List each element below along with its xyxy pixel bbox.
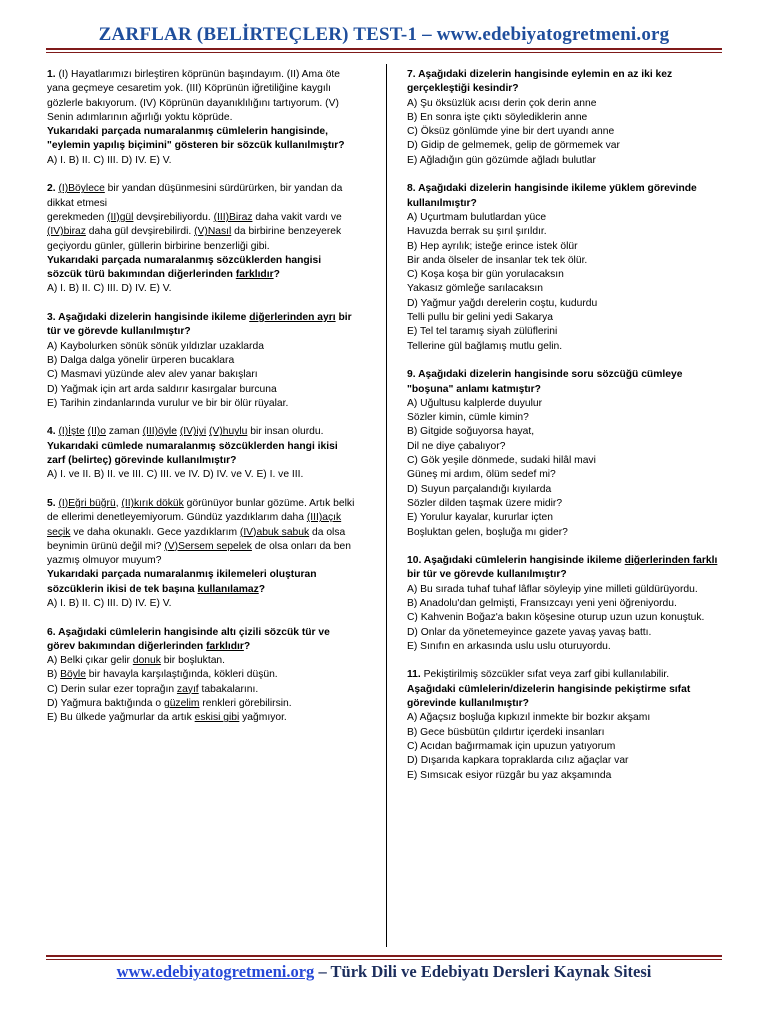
text-run: 8. Aşağıdaki dizelerin hangisinde ikileme yüklem görevinde kullanılmıştır? — [407, 183, 697, 209]
text-run: C) Derin sular ezer toprağın — [47, 683, 177, 695]
question-line — [407, 740, 723, 754]
text-run: ? — [258, 583, 266, 595]
question-line — [407, 182, 723, 211]
text-run: B) Gitgide soğuyorsa hayat, — [407, 426, 535, 438]
left-column — [47, 68, 357, 740]
text-run: bir boşluktan. — [160, 655, 226, 667]
text-run: gerekmeden — [47, 211, 108, 223]
text-run: bir yandan düşünmesini sürdürürken, bir yandan da dikkat etmesi — [47, 183, 343, 209]
footer-site-link[interactable]: www.edebiyatogretmeni.org — [116, 962, 315, 981]
underlined-word: Böyle — [60, 669, 86, 681]
text-run: D) Suyun parçalandığı kıyılarda — [407, 483, 552, 495]
question-line — [47, 154, 357, 168]
underlined-word: eskisi gibi — [194, 712, 240, 724]
question-q2 — [47, 182, 357, 296]
question-line — [407, 411, 723, 425]
question-line — [407, 139, 723, 153]
text-run: A) I. ve II. B) II. ve III. C) III. ve IV. D) IV. ve V. E) I. ve III. — [47, 469, 304, 481]
text-run: da olsa beynimin ürünü değil mi? — [47, 526, 346, 552]
question-line — [407, 268, 723, 282]
text-run: Tellerine gül bağlamış mutlu gelin. — [407, 340, 563, 352]
question-line — [407, 711, 723, 725]
text-run: bir tür ve görevde kullanılmıştır? — [47, 312, 352, 338]
text-run: A) I. B) II. C) III. D) IV. E) V. — [47, 154, 172, 166]
question-line — [407, 683, 723, 712]
question-line — [407, 154, 723, 168]
question-q10 — [407, 554, 723, 654]
question-line — [407, 526, 723, 540]
text-run: Dil ne diye çabalıyor? — [407, 440, 506, 452]
text-run: da birbirine benzeyerek geçiyordu günler, güllerin birbirine benzerliği gibi. — [47, 226, 342, 252]
question-line — [47, 68, 357, 125]
header-rule — [46, 48, 722, 50]
text-run: D) Gidip de gelmemek, gelip de görmemek var — [407, 140, 620, 152]
text-run: 10. Aşağıdaki cümlelerin hangisinde ikileme — [407, 555, 625, 567]
text-run: (I) Hayatlarımızı birleştiren köprünün başındayım. (II) Ama öte yana geçmeye cesaretim yok. (III) Köprünün iğretiliğine kaygılı gözlerle bakıyorum. (IV) Köprünün dayanıklılığını tartıyorum. (V) Senin adımlarının ağırlığı yoktu köprüde. — [47, 69, 341, 123]
text-run: B) Anadolu'dan gelmişti, Fransızcayı yeni yeni öğreniyordu. — [407, 597, 677, 609]
question-line — [47, 626, 357, 655]
underlined-word: donuk — [132, 655, 161, 667]
underlined-word: (II)kırık dökük — [121, 497, 184, 509]
question-line — [407, 554, 723, 583]
text-run: Aşağıdaki cümlelerin/dizelerin hangisinde pekiştirme sıfat görevinde kullanılmıştır? — [407, 683, 691, 710]
question-line — [47, 497, 357, 568]
text-run: Yukarıdaki parçada numaralanmış cümlelerin hangisinde, "eylemin yapılış biçimini" gösteren bir sözcük kullanılmıştır? — [47, 126, 345, 152]
text-run: ? — [243, 640, 251, 652]
text-run: Yakasız gömleğe sarılacaksın — [407, 283, 544, 295]
text-run: 9. Aşağıdaki dizelerin hangisinde soru sözcüğü cümleye "boşuna" anlamı katmıştır? — [407, 369, 683, 395]
question-line — [47, 182, 357, 211]
text-run: daha gül devşirebilirdi. — [85, 226, 195, 238]
question-line — [47, 211, 357, 254]
underlined-word: (III)açık seçik — [47, 512, 342, 538]
question-q4 — [47, 425, 357, 482]
underlined-word: kullanılamaz — [197, 583, 259, 595]
text-run: 4. — [47, 426, 59, 438]
question-q11 — [407, 668, 723, 782]
question-line — [407, 297, 723, 311]
underlined-word: (II)o — [87, 426, 106, 438]
question-q5 — [47, 497, 357, 611]
underlined-word: (V)huylu — [209, 426, 248, 438]
question-line — [407, 511, 723, 525]
text-run: 1. — [47, 69, 59, 80]
question-line — [407, 454, 723, 468]
text-run: de olsa onları da ben yazmış olmuyor muyum? — [47, 540, 351, 567]
text-run: A) Belki çıkar gelir — [47, 655, 133, 667]
question-line — [407, 68, 723, 97]
question-line — [407, 483, 723, 497]
text-run: C) Koşa koşa bir gün yorulacaksın — [407, 269, 564, 281]
right-column — [407, 68, 723, 797]
underlined-word: (IV)biraz — [47, 226, 86, 238]
text-run: tabakalarını. — [198, 683, 259, 695]
underlined-word: farklıdır — [206, 640, 244, 652]
text-run: B) Dalga dalga yönelir ürperen bucaklara — [47, 354, 235, 366]
text-run: daha vakit vardı ve — [252, 211, 342, 223]
text-run: E) Sımsıcak esiyor rüzgâr bu yaz akşamında — [407, 769, 612, 781]
question-line — [47, 311, 357, 340]
footer-rule — [46, 955, 722, 957]
question-line — [47, 397, 357, 411]
text-run: 5. — [47, 497, 59, 509]
text-run: E) Tel tel taramış siyah zülüflerini — [407, 326, 558, 338]
text-run: D) Yağmak için art arda saldırır kasırgalar burcuna — [47, 383, 277, 395]
question-line — [407, 497, 723, 511]
text-run: A) Bu sırada tuhaf tuhaf lâflar söyleyip yine milleti güldürüyordu. — [407, 583, 698, 595]
question-line — [407, 111, 723, 125]
text-run: E) Yorulur kayalar, kururlar içten — [407, 512, 553, 524]
underlined-word: (II)gül — [107, 211, 134, 223]
text-run: A) I. B) II. C) III. D) IV. E) V. — [47, 597, 172, 609]
text-run: B) En sonra işte çıktı söylediklerin anne — [407, 111, 588, 123]
question-q7 — [407, 68, 723, 168]
underlined-word: (III)Biraz — [213, 211, 253, 223]
text-run: bir tür ve görevde kullanılmıştır? — [407, 569, 567, 581]
text-run: Yukarıdaki parçada numaralanmış sözcüklerden hangisi sözcük türü bakımından diğerlerinden — [47, 254, 322, 281]
underlined-word: (IV)iyi — [179, 426, 207, 438]
text-run: Yukarıdaki cümlede numaralanmış sözcüklerden hangi ikisi zarf (belirteç) görevinde kullanılmıştır? — [47, 440, 338, 467]
text-run: E) Tarihin zindanlarında vurulur ve bir bir ölür rüyalar. — [47, 397, 289, 409]
question-line — [407, 626, 723, 640]
question-q1 — [47, 68, 357, 168]
column-divider — [386, 64, 387, 947]
text-run: C) Öksüz gönlümde yine bir dert uyandı anne — [407, 126, 615, 138]
question-line — [407, 340, 723, 354]
question-q3 — [47, 311, 357, 411]
text-run: D) Onlar da yönetemeyince gazete yavaş yavaş battı. — [407, 626, 652, 638]
question-line — [47, 254, 357, 283]
text-run: D) Yağmura baktığında o — [47, 698, 164, 710]
text-run: Pekiştirilmiş sözcükler sıfat veya zarf gibi kullanılabilir. — [423, 669, 670, 681]
text-run: B) Gece büsbütün çıldırtır içerdeki insanları — [407, 726, 605, 738]
question-line — [47, 697, 357, 711]
underlined-word: farklıdır — [235, 269, 274, 281]
page-title: ZARFLAR (BELİRTEÇLER) TEST-1 – www.edebiyatogretmeni.org — [98, 24, 670, 45]
question-line — [407, 468, 723, 482]
text-run: B) — [47, 669, 61, 681]
question-line — [407, 325, 723, 339]
question-line — [407, 97, 723, 111]
text-run: bir insan olurdu. — [247, 426, 324, 438]
underlined-word: güzelim — [163, 698, 200, 710]
question-line — [407, 282, 723, 296]
underlined-word: diğerlerinden ayrı — [249, 312, 336, 324]
text-run: C) Acıdan bağırmamak için upuzun yatıyorum — [407, 740, 616, 752]
question-line — [47, 125, 357, 154]
text-run: zaman — [105, 426, 143, 438]
text-run: E) Bu ülkede yağmurlar da artık — [47, 712, 195, 724]
text-run: A) Uçurtmam bulutlardan yüce — [407, 211, 547, 223]
underlined-word: (I)Eğri büğrü — [58, 497, 116, 509]
question-line — [407, 726, 723, 740]
question-line — [407, 125, 723, 139]
text-run: Telli pullu bir gelini yedi Sakarya — [407, 312, 553, 324]
text-run: , — [115, 497, 122, 509]
question-line — [47, 654, 357, 668]
question-line — [407, 397, 723, 411]
question-q8 — [407, 182, 723, 354]
question-line — [47, 568, 357, 597]
question-line — [407, 769, 723, 783]
underlined-word: (I)İşte — [58, 426, 85, 438]
question-line — [47, 440, 357, 469]
text-run: Sözler kimin, cümle kimin? — [407, 412, 529, 424]
text-run: D) Dışarıda kapkara topraklarda cılız ağaçlar var — [407, 755, 629, 767]
question-line — [407, 211, 723, 225]
text-run: 11. — [407, 669, 424, 681]
text-run: C) Masmavi yüzünde alev alev yanar bakışları — [47, 369, 258, 381]
text-run: Havuzda berrak su şırıl şırıldır. — [407, 226, 547, 238]
text-run: bir havayla karşılaştığında, kökleri düşün. — [85, 669, 278, 681]
text-run: Sözler dilden taşmak üzere midir? — [407, 497, 563, 509]
text-run: E) Ağladığın gün gözümde ağladı bulutlar — [407, 154, 596, 166]
question-q9 — [407, 368, 723, 540]
question-line — [407, 583, 723, 597]
text-run: 2. — [47, 183, 59, 195]
text-run: ve daha okunaklı. Gece yazdıklarım — [70, 526, 240, 538]
text-run: C) Gök yeşile dönmede, sudaki hilâl mavi — [407, 455, 596, 467]
text-run: renkleri görebilirsin. — [199, 698, 292, 710]
question-line — [407, 668, 723, 682]
question-line — [47, 383, 357, 397]
question-line — [407, 440, 723, 454]
footer — [0, 962, 768, 982]
text-run: Güneş mi ardım, ölüm sedef mi? — [407, 469, 556, 481]
text-run: 6. Aşağıdaki cümlelerin hangisinde altı çizili sözcük tür ve görev bakımından diğerlerinden — [47, 626, 330, 652]
question-q6 — [47, 626, 357, 726]
question-line — [47, 340, 357, 354]
text-run: devşirebiliyordu. — [133, 211, 214, 223]
question-line — [407, 597, 723, 611]
question-line — [47, 368, 357, 382]
question-line — [47, 354, 357, 368]
text-run: Yukarıdaki parçada numaralanmış ikilemeleri oluşturan sözcüklerin ikisi de tek başına — [47, 569, 317, 595]
question-line — [47, 683, 357, 697]
text-run: Bir anda ölseler de insanlar tek tek ölür. — [407, 254, 588, 266]
question-line — [407, 254, 723, 268]
text-run: C) Kahvenin Boğaz'a bakın köşesine oturup uzun uzun konuştuk. — [407, 612, 705, 624]
underlined-word: (V)Nasıl — [194, 226, 232, 238]
question-line — [47, 282, 357, 296]
text-run: A) Şu öksüzlük acısı derin çok derin anne — [407, 97, 597, 109]
question-line — [407, 611, 723, 625]
text-run: A) Uğultusu kalplerde duyulur — [407, 397, 543, 409]
underlined-word: (V)Sersem sepelek — [164, 540, 252, 552]
underlined-word: zayıf — [176, 683, 199, 695]
footer-tagline: – Türk Dili ve Edebiyatı Dersleri Kaynak Sitesi — [314, 962, 652, 981]
text-run: görünüyor bunlar gözüme. Artık belki de ellerimi denetleyemiyorum. Gündüz yazdıklarım daha — [47, 497, 355, 524]
underlined-word: diğerlerinden farklı — [624, 555, 718, 567]
text-run: A) I. B) II. C) III. D) IV. E) V. — [47, 283, 172, 295]
question-line — [407, 754, 723, 768]
text-run: Boşluktan gelen, boşluğa mı gider? — [407, 526, 568, 538]
text-run: 3. Aşağıdaki dizelerin hangisinde ikileme — [47, 312, 250, 324]
question-line — [407, 240, 723, 254]
question-line — [47, 468, 357, 482]
text-run: ? — [273, 269, 280, 281]
text-run: yağmıyor. — [239, 712, 287, 724]
underlined-word: (I)Böylece — [58, 183, 105, 195]
text-run: E) Sınıfın en arkasında uslu uslu oturuyordu. — [407, 640, 611, 652]
question-line — [407, 425, 723, 439]
underlined-word: (IV)abuk sabuk — [239, 526, 310, 538]
question-line — [47, 711, 357, 725]
question-line — [407, 311, 723, 325]
question-line — [47, 597, 357, 611]
question-line — [47, 668, 357, 682]
text-run: D) Yağmur yağdı derelerin coştu, kudurdu — [407, 297, 598, 309]
question-line — [407, 640, 723, 654]
question-line — [407, 225, 723, 239]
question-line — [47, 425, 357, 439]
question-line — [407, 368, 723, 397]
text-run: 7. Aşağıdaki dizelerin hangisinde eylemin en az iki kez gerçekleştiği kesindir? — [407, 69, 673, 95]
text-run: A) Kaybolurken sönük sönük yıldızlar uzaklarda — [47, 340, 264, 352]
underlined-word: (III)öyle — [142, 426, 177, 438]
header-rule-thin — [46, 52, 722, 53]
text-run: B) Hep ayrılık; isteğe erince istek ölür — [407, 240, 578, 252]
text-run: A) Ağaçsız boşluğa kıpkızıl inmekte bir bozkır akşamı — [407, 712, 651, 724]
footer-rule-thin — [46, 959, 722, 960]
